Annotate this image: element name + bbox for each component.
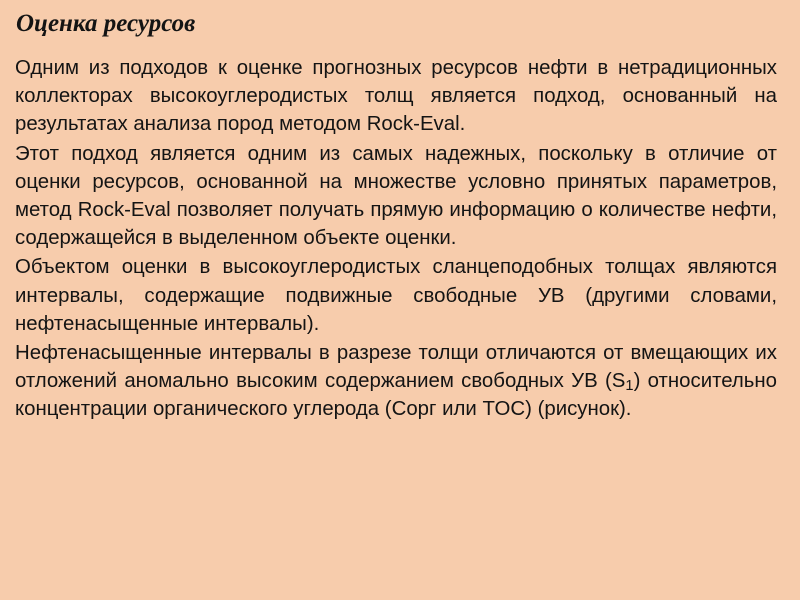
s1-subscript: 1 [625, 378, 634, 395]
slide-title: Оценка ресурсов [16, 10, 196, 37]
paragraph-assessment-object: Объектом оценки в высокоуглеродистых сланцеподобных толщах являются интервалы, содержащие подвижные свободные УВ (другими словами, нефтенасыщенные интервалы). [15, 256, 777, 335]
paragraph-text-after-subscript: ) относительно концентрации органического углерода (Сорг или TOC) (рисунок). [15, 370, 777, 421]
paragraph-oil-saturated-intervals [15, 339, 777, 424]
paragraph-rock-eval-approach: Одним из подходов к оценке прогнозных ресурсов нефти в нетрадиционных коллекторах высокоуглеродистых толщ является подход, основанный на результатах анализа пород методом Rock-Eval. [15, 57, 777, 136]
paragraph-reliability: Этот подход является одним из самых надежных, поскольку в отличие от оценки ресурсов, основанной на множестве условно принятых параметров, метод Rock-Eval позволяет получать прямую информацию о количестве нефти, содержащейся в выделенном объекте оценки. [15, 142, 777, 250]
slide-body [15, 54, 777, 425]
paragraph-text-before-subscript: Нефтенасыщенные интервалы в разрезе толщи отличаются от вмещающих их отложений аномально высоким содержанием свободных УВ (S [15, 342, 777, 393]
